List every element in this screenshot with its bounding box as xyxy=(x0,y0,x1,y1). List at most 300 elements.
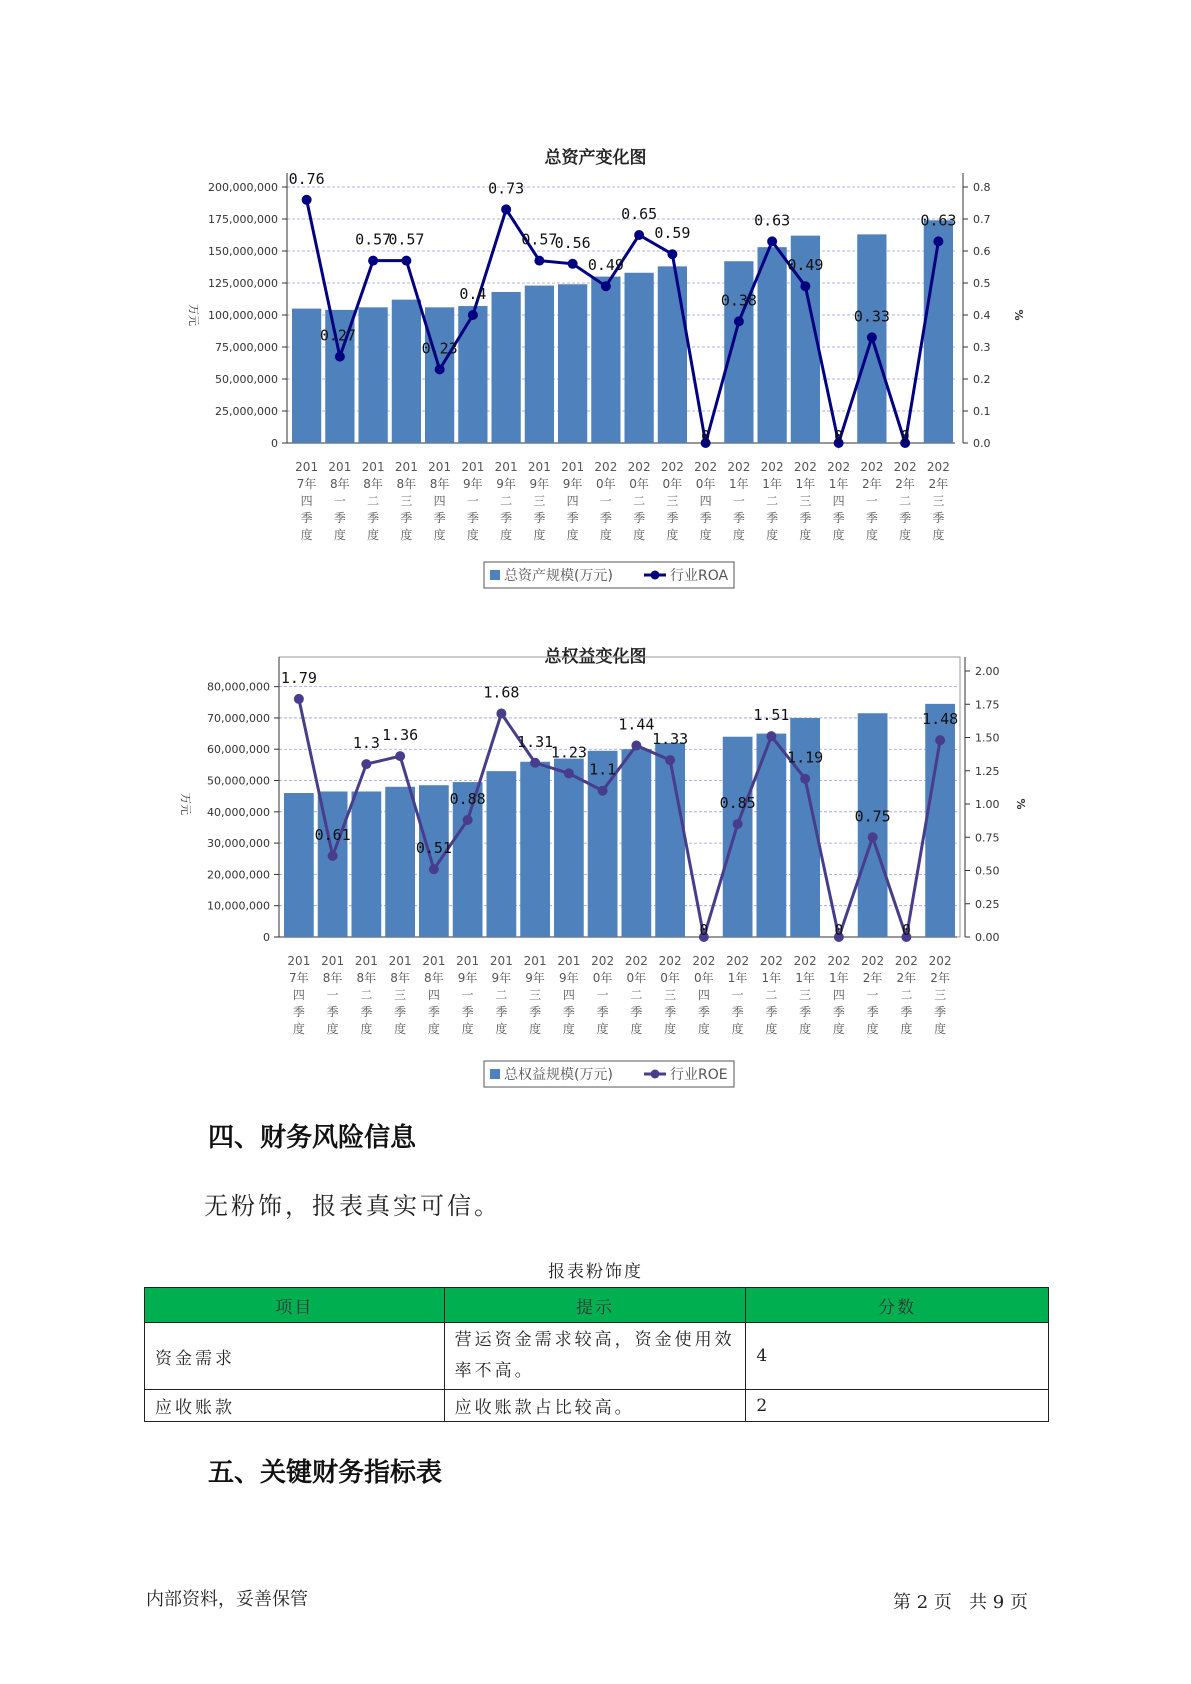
x-tick-label: 度 xyxy=(400,528,413,542)
x-tick-label: 一 xyxy=(866,988,879,1002)
x-tick-label: 季 xyxy=(697,1005,710,1019)
y-tick-label: 200,000,000 xyxy=(208,181,278,194)
x-tick-label: 202 xyxy=(660,460,684,474)
x-tick-label: 季 xyxy=(932,511,945,525)
x-tick-label: 季 xyxy=(599,511,612,525)
line-point xyxy=(568,259,578,269)
x-tick-label: 季 xyxy=(333,511,346,525)
x-tick-label: 季 xyxy=(466,511,479,525)
cell-item: 应收账款 xyxy=(145,1390,445,1422)
y-tick-label: 50,000,000 xyxy=(207,774,270,788)
x-tick-label: 202 xyxy=(893,460,917,474)
x-tick-label: 度 xyxy=(394,1022,407,1036)
x-tick-label: 季 xyxy=(367,511,380,525)
x-tick-label: 201 xyxy=(456,954,480,968)
x-tick-label: 9年 xyxy=(529,477,550,491)
line-point xyxy=(800,281,810,291)
x-tick-label: 季 xyxy=(699,511,712,525)
x-tick-label: 1年 xyxy=(729,477,749,491)
y2-tick-label: 1.25 xyxy=(975,764,1000,778)
data-label: 1.48 xyxy=(922,710,959,729)
data-label: 0.73 xyxy=(488,179,525,198)
x-tick-label: 季 xyxy=(732,511,745,525)
x-tick-label: 0年 xyxy=(660,971,680,985)
x-tick-label: 一 xyxy=(466,494,479,508)
x-tick-label: 三 xyxy=(934,988,947,1002)
table-row xyxy=(145,1390,1049,1422)
x-tick-label: 四 xyxy=(832,494,845,508)
x-tick-label: 201 xyxy=(494,460,518,474)
x-tick-label: 季 xyxy=(900,1005,913,1019)
x-tick-label: 季 xyxy=(731,1005,744,1019)
y2-tick-label: 0.4 xyxy=(973,309,991,322)
x-tick-label: 二 xyxy=(500,494,513,508)
y2-tick-label: 0.00 xyxy=(975,931,1000,944)
line-point xyxy=(530,758,540,768)
x-tick-label: 四 xyxy=(697,988,710,1002)
bar xyxy=(655,743,685,937)
y-tick-label: 80,000,000 xyxy=(207,680,270,694)
section-heading-financial-risk: 四、财务风险信息 xyxy=(208,1123,417,1153)
data-label: 1.79 xyxy=(280,668,317,687)
x-tick-label: 度 xyxy=(899,528,912,542)
bar xyxy=(625,273,654,443)
data-label: 0.63 xyxy=(920,211,957,230)
y-tick-label: 100,000,000 xyxy=(208,309,278,322)
bar xyxy=(352,791,382,937)
x-tick-label: 季 xyxy=(934,1005,947,1019)
x-tick-label: 1年 xyxy=(829,971,849,985)
x-tick-label: 201 xyxy=(428,460,452,474)
data-label: 0.75 xyxy=(854,807,891,826)
line-point xyxy=(401,256,411,266)
x-tick-label: 201 xyxy=(328,460,352,474)
line-point xyxy=(463,815,473,825)
x-tick-label: 1年 xyxy=(795,477,816,491)
y2-tick-label: 0.5 xyxy=(973,277,991,290)
bar xyxy=(924,220,953,443)
x-tick-label: 二 xyxy=(495,988,508,1002)
x-tick-label: 202 xyxy=(861,954,885,968)
x-tick-label: 季 xyxy=(566,511,579,525)
legend-bar-label: 总权益规模(万元) xyxy=(504,1067,613,1083)
x-tick-label: 201 xyxy=(523,954,547,968)
x-tick-label: 度 xyxy=(934,1022,947,1036)
bar xyxy=(292,309,321,443)
x-tick-label: 202 xyxy=(827,460,851,474)
x-tick-label: 1年 xyxy=(828,477,849,491)
line-point xyxy=(933,236,943,246)
data-label: 1.23 xyxy=(550,743,587,762)
x-tick-label: 9年 xyxy=(457,971,478,985)
y-axis-label: 万元 xyxy=(187,304,200,326)
x-tick-label: 9年 xyxy=(525,971,545,985)
x-tick-label: 201 xyxy=(388,954,412,968)
x-tick-label: 季 xyxy=(799,1005,812,1019)
x-tick-label: 四 xyxy=(292,988,305,1002)
x-tick-label: 201 xyxy=(295,460,319,474)
x-tick-label: 202 xyxy=(760,460,784,474)
bar xyxy=(622,749,652,937)
header-score: 分数 xyxy=(746,1288,1049,1323)
x-tick-label: 度 xyxy=(799,1022,812,1036)
y2-axis-label: % xyxy=(1014,798,1027,810)
data-label: 0.56 xyxy=(554,233,591,252)
x-tick-label: 二 xyxy=(765,988,778,1002)
x-tick-label: 四 xyxy=(300,494,313,508)
x-tick-label: 2年 xyxy=(862,477,882,491)
y-tick-label: 25,000,000 xyxy=(215,405,278,418)
y2-tick-label: 0.8 xyxy=(973,181,991,194)
cell-hint: 营运资金需求较高，资金使用效率不高。 xyxy=(444,1323,746,1390)
y-tick-label: 30,000,000 xyxy=(207,837,270,851)
x-tick-label: 季 xyxy=(866,1005,879,1019)
x-tick-label: 7年 xyxy=(296,477,317,491)
x-tick-label: 度 xyxy=(664,1022,677,1036)
chart-title-equity: 总权益变化图 xyxy=(544,647,647,667)
x-tick-label: 度 xyxy=(367,528,380,542)
x-tick-label: 三 xyxy=(664,988,677,1002)
y-tick-label: 0 xyxy=(271,437,278,450)
bar xyxy=(487,771,517,937)
x-tick-label: 季 xyxy=(765,1005,778,1019)
x-tick-label: 一 xyxy=(731,988,744,1002)
data-label: 1.51 xyxy=(753,706,790,725)
x-tick-label: 8年 xyxy=(330,477,350,491)
x-tick-label: 季 xyxy=(664,1005,677,1019)
data-label: 0.57 xyxy=(388,230,425,249)
bar xyxy=(385,787,415,937)
x-tick-label: 度 xyxy=(500,528,513,542)
y2-axis-label: % xyxy=(1012,309,1025,321)
line-point xyxy=(564,768,574,778)
x-tick-label: 四 xyxy=(832,988,845,1002)
x-tick-label: 202 xyxy=(827,954,851,968)
x-tick-label: 度 xyxy=(599,528,612,542)
x-tick-label: 2年 xyxy=(896,971,917,985)
y2-tick-label: 0.75 xyxy=(975,831,1000,845)
x-tick-label: 1年 xyxy=(762,477,782,491)
legend-line-marker xyxy=(651,1070,660,1079)
header-hint: 提示 xyxy=(444,1288,746,1323)
bar xyxy=(359,307,388,443)
x-tick-label: 201 xyxy=(287,954,311,968)
line-point xyxy=(800,774,810,784)
x-tick-label: 度 xyxy=(900,1022,913,1036)
data-label: 0.57 xyxy=(521,230,558,249)
line-point xyxy=(867,332,877,342)
data-label: 1.1 xyxy=(589,760,617,779)
x-tick-label: 202 xyxy=(627,460,651,474)
x-tick-label: 三 xyxy=(400,494,413,508)
x-tick-label: 202 xyxy=(591,954,615,968)
data-label: 0 xyxy=(834,427,844,445)
data-label: 0.61 xyxy=(314,825,351,844)
x-tick-label: 二 xyxy=(630,988,643,1002)
bar xyxy=(284,793,314,937)
x-tick-label: 一 xyxy=(326,988,339,1002)
legend-bar-swatch xyxy=(490,570,500,580)
data-label: 0.65 xyxy=(621,205,658,223)
x-tick-label: 一 xyxy=(599,494,612,508)
line-point xyxy=(766,731,776,741)
x-tick-label: 季 xyxy=(666,511,679,525)
data-label: 1.31 xyxy=(517,732,554,751)
x-tick-label: 0年 xyxy=(694,971,714,985)
x-tick-label: 度 xyxy=(799,528,812,542)
chart-title-assets: 总资产变化图 xyxy=(544,148,647,168)
x-tick-label: 度 xyxy=(596,1022,609,1036)
data-label: 0.23 xyxy=(421,339,458,358)
x-tick-label: 9年 xyxy=(463,477,483,491)
cell-score: 4 xyxy=(746,1323,1049,1390)
x-tick-label: 季 xyxy=(400,511,413,525)
x-tick-label: 度 xyxy=(697,1022,710,1036)
x-tick-label: 一 xyxy=(865,494,878,508)
cell-score: 2 xyxy=(746,1390,1049,1422)
x-tick-label: 度 xyxy=(699,528,712,542)
x-tick-label: 度 xyxy=(533,528,546,542)
line-point xyxy=(665,755,675,765)
data-label: 0.88 xyxy=(449,789,486,808)
x-tick-label: 度 xyxy=(562,1022,575,1036)
x-tick-label: 四 xyxy=(562,988,575,1002)
y-tick-label: 40,000,000 xyxy=(207,805,270,819)
x-tick-label: 季 xyxy=(596,1005,609,1019)
x-tick-label: 四 xyxy=(433,494,446,508)
x-tick-label: 季 xyxy=(326,1005,339,1019)
x-tick-label: 度 xyxy=(433,528,446,542)
x-tick-label: 季 xyxy=(500,511,513,525)
data-label: 1.68 xyxy=(483,683,520,702)
x-tick-label: 三 xyxy=(529,988,542,1002)
x-tick-label: 一 xyxy=(596,988,609,1002)
x-tick-label: 201 xyxy=(557,954,581,968)
line-point xyxy=(368,256,378,266)
line-point xyxy=(935,735,945,745)
x-tick-label: 季 xyxy=(766,511,779,525)
x-tick-label: 201 xyxy=(361,460,385,474)
y-tick-label: 20,000,000 xyxy=(207,868,270,882)
line-point xyxy=(733,819,743,829)
line-point xyxy=(631,740,641,750)
x-tick-label: 度 xyxy=(866,1022,879,1036)
x-tick-label: 一 xyxy=(732,494,745,508)
line-point xyxy=(302,195,312,205)
data-label: 0.51 xyxy=(415,839,452,858)
bar xyxy=(658,266,687,443)
x-tick-label: 季 xyxy=(633,511,646,525)
bar xyxy=(554,759,584,937)
x-tick-label: 202 xyxy=(928,954,952,968)
x-tick-label: 度 xyxy=(495,1022,508,1036)
line-point xyxy=(395,751,405,761)
y2-tick-label: 2.00 xyxy=(975,665,1000,678)
bar xyxy=(591,277,620,443)
x-tick-label: 度 xyxy=(529,1022,542,1036)
risk-table xyxy=(144,1287,1049,1422)
y-tick-label: 10,000,000 xyxy=(207,899,270,913)
x-tick-label: 季 xyxy=(562,1005,575,1019)
data-label: 0 xyxy=(901,921,911,939)
data-label: 0.57 xyxy=(355,230,392,249)
x-tick-label: 季 xyxy=(533,511,546,525)
y-tick-label: 75,000,000 xyxy=(215,341,278,354)
x-tick-label: 度 xyxy=(360,1022,373,1036)
bar xyxy=(419,785,449,937)
x-tick-label: 季 xyxy=(360,1005,373,1019)
data-label: 1.3 xyxy=(352,734,380,753)
bar xyxy=(558,284,587,443)
data-label: 0.33 xyxy=(853,307,890,326)
x-tick-label: 一 xyxy=(333,494,346,508)
x-tick-label: 二 xyxy=(899,494,912,508)
total-assets-chart xyxy=(0,170,1191,600)
line-point xyxy=(667,249,677,259)
data-label: 0.49 xyxy=(787,256,824,275)
cell-hint: 应收账款占比较高。 xyxy=(444,1390,746,1422)
x-tick-label: 0年 xyxy=(662,477,683,491)
legend-bar-label: 总资产规模(万元) xyxy=(504,568,613,584)
x-tick-label: 1年 xyxy=(795,971,815,985)
x-tick-label: 度 xyxy=(766,528,779,542)
y-tick-label: 60,000,000 xyxy=(207,743,270,757)
x-tick-label: 201 xyxy=(354,954,378,968)
x-tick-label: 季 xyxy=(899,511,912,525)
x-tick-label: 1年 xyxy=(761,971,782,985)
header-item: 项目 xyxy=(145,1288,445,1323)
y-axis-label: 万元 xyxy=(179,793,192,815)
x-tick-label: 一 xyxy=(461,988,474,1002)
line-point xyxy=(598,786,608,796)
x-tick-label: 度 xyxy=(630,1022,643,1036)
line-point xyxy=(429,864,439,874)
x-tick-label: 0年 xyxy=(629,477,649,491)
x-tick-label: 四 xyxy=(699,494,712,508)
x-tick-label: 0年 xyxy=(695,477,716,491)
x-tick-label: 度 xyxy=(326,1022,339,1036)
x-tick-label: 季 xyxy=(832,511,845,525)
x-tick-label: 9年 xyxy=(559,971,579,985)
x-tick-label: 8年 xyxy=(322,971,343,985)
table-caption: 报表粉饰度 xyxy=(548,1262,643,1282)
x-tick-label: 度 xyxy=(466,528,479,542)
x-tick-label: 201 xyxy=(561,460,585,474)
y2-tick-label: 0.25 xyxy=(975,897,1000,911)
x-tick-label: 9年 xyxy=(496,477,516,491)
x-tick-label: 8年 xyxy=(424,971,444,985)
x-tick-label: 二 xyxy=(367,494,380,508)
data-label: 0 xyxy=(699,921,709,939)
y-tick-label: 0 xyxy=(263,931,270,944)
x-tick-label: 三 xyxy=(533,494,546,508)
data-label: 1.36 xyxy=(382,726,419,745)
bar xyxy=(458,306,487,443)
x-tick-label: 9年 xyxy=(491,971,512,985)
total-equity-chart xyxy=(0,665,1191,1100)
x-tick-label: 三 xyxy=(394,988,407,1002)
y2-tick-label: 1.75 xyxy=(975,698,1000,712)
y2-tick-label: 1.00 xyxy=(975,798,1000,811)
data-label: 0 xyxy=(701,427,711,445)
x-tick-label: 202 xyxy=(793,954,817,968)
x-tick-label: 2年 xyxy=(895,477,915,491)
x-tick-label: 度 xyxy=(633,528,646,542)
x-tick-label: 9年 xyxy=(562,477,583,491)
y2-tick-label: 0.50 xyxy=(975,864,1000,878)
x-tick-label: 202 xyxy=(894,954,918,968)
x-tick-label: 季 xyxy=(630,1005,643,1019)
x-tick-label: 202 xyxy=(926,460,950,474)
x-tick-label: 度 xyxy=(832,528,845,542)
y2-tick-label: 0.6 xyxy=(973,245,991,258)
x-tick-label: 三 xyxy=(799,988,812,1002)
x-tick-label: 201 xyxy=(321,954,345,968)
x-tick-label: 8年 xyxy=(356,971,377,985)
x-tick-label: 2年 xyxy=(930,971,950,985)
x-tick-label: 季 xyxy=(799,511,812,525)
data-label: 0.59 xyxy=(654,224,691,243)
section-heading-key-indicators: 五、关键财务指标表 xyxy=(208,1458,443,1488)
x-tick-label: 度 xyxy=(731,1022,744,1036)
y2-tick-label: 0.3 xyxy=(973,341,991,354)
x-tick-label: 202 xyxy=(624,954,648,968)
x-tick-label: 季 xyxy=(433,511,446,525)
x-tick-label: 度 xyxy=(832,1022,845,1036)
x-tick-label: 2年 xyxy=(862,971,883,985)
x-tick-label: 四 xyxy=(566,494,579,508)
bar xyxy=(492,292,521,443)
line-point xyxy=(496,709,506,719)
data-label: 0.49 xyxy=(587,256,624,275)
x-tick-label: 201 xyxy=(489,954,513,968)
x-tick-label: 度 xyxy=(427,1022,440,1036)
footer-page-number: 第 2 页 共 9 页 xyxy=(893,1592,1028,1613)
data-label: 1.44 xyxy=(618,715,655,734)
x-tick-label: 季 xyxy=(300,511,313,525)
cell-item: 资金需求 xyxy=(145,1323,445,1390)
x-tick-label: 季 xyxy=(529,1005,542,1019)
x-tick-label: 三 xyxy=(666,494,679,508)
bar xyxy=(525,286,554,443)
data-label: 1.33 xyxy=(652,730,689,749)
x-tick-label: 度 xyxy=(566,528,579,542)
x-tick-label: 1年 xyxy=(727,971,748,985)
x-tick-label: 三 xyxy=(932,494,945,508)
bar xyxy=(758,247,787,443)
x-tick-label: 202 xyxy=(727,460,751,474)
data-label: 0.4 xyxy=(459,285,487,303)
x-tick-label: 8年 xyxy=(390,971,410,985)
data-label: 0.63 xyxy=(754,211,791,230)
x-tick-label: 度 xyxy=(666,528,679,542)
y-tick-label: 50,000,000 xyxy=(215,373,278,386)
x-tick-label: 202 xyxy=(658,954,682,968)
bar xyxy=(520,762,550,937)
x-tick-label: 四 xyxy=(427,988,440,1002)
line-point xyxy=(435,364,445,374)
y2-tick-label: 0.0 xyxy=(973,437,991,450)
x-tick-label: 季 xyxy=(461,1005,474,1019)
x-tick-label: 202 xyxy=(726,954,750,968)
x-tick-label: 0年 xyxy=(626,971,647,985)
bar xyxy=(724,261,753,443)
x-tick-label: 二 xyxy=(633,494,646,508)
y2-tick-label: 0.7 xyxy=(973,213,991,226)
x-tick-label: 度 xyxy=(765,1022,778,1036)
data-label: 0 xyxy=(900,427,910,445)
line-point xyxy=(468,310,478,320)
